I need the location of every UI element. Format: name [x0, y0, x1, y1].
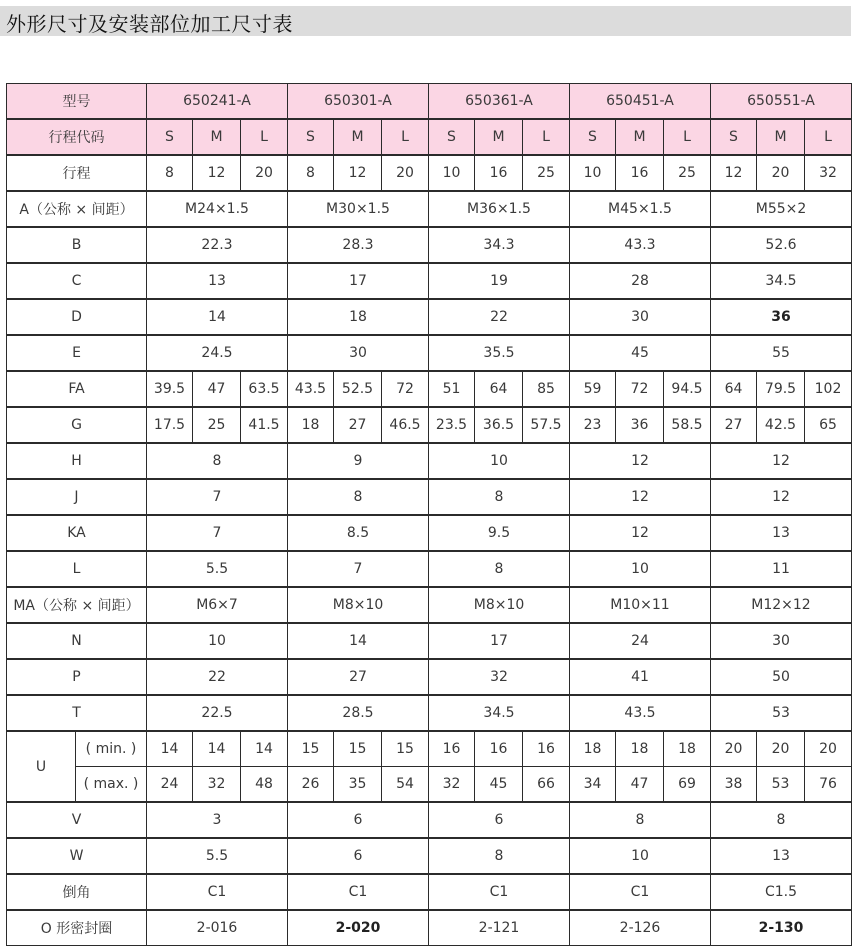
table-cell: 28 — [570, 263, 711, 299]
u-max-label: ( max. ) — [76, 767, 147, 803]
table-cell: 69 — [664, 767, 711, 803]
table-row — [7, 802, 852, 838]
model-header: 650301-A — [288, 84, 429, 120]
table-cell: 12 — [570, 443, 711, 479]
table-cell: M6×7 — [147, 587, 288, 623]
table-cell: 22 — [429, 299, 570, 335]
table-cell: 45 — [570, 335, 711, 371]
table-cell: 17 — [429, 623, 570, 659]
model-header: 650361-A — [429, 84, 570, 120]
table-cell: 16 — [475, 155, 523, 191]
table-cell: 16 — [429, 731, 475, 767]
table-cell: 47 — [193, 371, 241, 407]
table-cell: 2-126 — [570, 910, 711, 946]
table-cell: 10 — [429, 155, 475, 191]
table-cell: 51 — [429, 371, 475, 407]
table-cell: 20 — [382, 155, 429, 191]
table-cell: 14 — [147, 299, 288, 335]
table-cell: 32 — [429, 659, 570, 695]
table-cell: 34.5 — [429, 695, 570, 731]
stroke-code-cell: L — [241, 119, 288, 155]
stroke-code-row — [7, 119, 852, 155]
table-row — [7, 479, 852, 515]
table-cell: 17.5 — [147, 407, 193, 443]
table-cell: 12 — [193, 155, 241, 191]
table-cell: M55×2 — [711, 191, 852, 227]
stroke-code-cell: S — [570, 119, 616, 155]
table-cell: 24 — [147, 767, 193, 803]
table-cell: 16 — [523, 731, 570, 767]
table-cell: 25 — [193, 407, 241, 443]
row-label: J — [7, 479, 147, 515]
table-cell: 12 — [711, 479, 852, 515]
row-label: FA — [7, 371, 147, 407]
table-cell: 12 — [570, 479, 711, 515]
table-cell: 7 — [288, 551, 429, 587]
table-cell: 12 — [334, 155, 382, 191]
table-cell: 57.5 — [523, 407, 570, 443]
table-cell: 23 — [570, 407, 616, 443]
model-header: 650551-A — [711, 84, 852, 120]
table-row — [7, 623, 852, 659]
table-cell: 41 — [570, 659, 711, 695]
table-cell: 32 — [805, 155, 852, 191]
table-cell: 64 — [475, 371, 523, 407]
table-cell: 22 — [147, 659, 288, 695]
stroke-code-cell: S — [288, 119, 334, 155]
table-cell: 28.5 — [288, 695, 429, 731]
table-cell: 43.5 — [288, 371, 334, 407]
row-label: P — [7, 659, 147, 695]
table-row — [7, 838, 852, 874]
table-cell: 36.5 — [475, 407, 523, 443]
table-cell: 26 — [288, 767, 334, 803]
table-cell: 12 — [570, 515, 711, 551]
table-cell: 30 — [711, 623, 852, 659]
table-cell: 58.5 — [664, 407, 711, 443]
table-cell: 39.5 — [147, 371, 193, 407]
table-row — [7, 191, 852, 227]
table-row — [7, 874, 852, 910]
table-cell: 8 — [288, 155, 334, 191]
table-row — [7, 335, 852, 371]
table-cell: 18 — [570, 731, 616, 767]
table-cell: 14 — [193, 731, 241, 767]
table-cell: 8 — [429, 479, 570, 515]
table-cell: 32 — [193, 767, 241, 803]
row-label: N — [7, 623, 147, 659]
table-cell: 72 — [382, 371, 429, 407]
table-cell: 8 — [570, 802, 711, 838]
table-cell: 10 — [147, 623, 288, 659]
table-cell: 52.6 — [711, 227, 852, 263]
table-cell: 53 — [757, 767, 805, 803]
table-cell: 13 — [147, 263, 288, 299]
table-cell: 15 — [288, 731, 334, 767]
table-cell: 2-020 — [288, 910, 429, 946]
table-cell: 94.5 — [664, 371, 711, 407]
dimension-table — [6, 83, 852, 946]
row-label: V — [7, 802, 147, 838]
table-cell: 9.5 — [429, 515, 570, 551]
table-row — [7, 515, 852, 551]
table-cell: 35 — [334, 767, 382, 803]
row-label: C — [7, 263, 147, 299]
stroke-code-cell: M — [616, 119, 664, 155]
table-cell: 47 — [616, 767, 664, 803]
table-cell: 20 — [241, 155, 288, 191]
row-label: 行程 — [7, 155, 147, 191]
table-cell: M30×1.5 — [288, 191, 429, 227]
table-cell: 15 — [382, 731, 429, 767]
table-cell: 2-016 — [147, 910, 288, 946]
table-cell: 27 — [288, 659, 429, 695]
u-min-label: ( min. ) — [76, 731, 147, 767]
row-label: T — [7, 695, 147, 731]
table-cell: 14 — [241, 731, 288, 767]
stroke-code-cell: M — [334, 119, 382, 155]
row-label: G — [7, 407, 147, 443]
table-cell: 8 — [429, 838, 570, 874]
row-label: L — [7, 551, 147, 587]
table-cell: 24.5 — [147, 335, 288, 371]
row-label: 行程代码 — [7, 119, 147, 155]
stroke-row — [7, 155, 852, 191]
stroke-code-cell: L — [523, 119, 570, 155]
table-row — [7, 299, 852, 335]
stroke-code-cell: L — [382, 119, 429, 155]
model-header: 650451-A — [570, 84, 711, 120]
table-cell: 18 — [664, 731, 711, 767]
table-cell: 76 — [805, 767, 852, 803]
table-cell: 79.5 — [757, 371, 805, 407]
stroke-code-cell: S — [711, 119, 757, 155]
table-cell: 32 — [429, 767, 475, 803]
table-cell: 16 — [475, 731, 523, 767]
table-row — [7, 263, 852, 299]
table-cell: 8 — [711, 802, 852, 838]
table-cell: M36×1.5 — [429, 191, 570, 227]
row-label: 型号 — [7, 84, 147, 120]
table-cell: 5.5 — [147, 551, 288, 587]
table-cell: 59 — [570, 371, 616, 407]
model-header: 650241-A — [147, 84, 288, 120]
table-cell: 102 — [805, 371, 852, 407]
table-cell: 10 — [429, 443, 570, 479]
table-cell: C1 — [147, 874, 288, 910]
table-cell: 20 — [805, 731, 852, 767]
stroke-code-cell: M — [475, 119, 523, 155]
table-cell: 13 — [711, 515, 852, 551]
table-cell: M12×12 — [711, 587, 852, 623]
table-cell: 16 — [616, 155, 664, 191]
title-bar — [0, 6, 851, 36]
table-cell: 10 — [570, 155, 616, 191]
model-row — [7, 84, 852, 120]
table-cell: 55 — [711, 335, 852, 371]
table-cell: 54 — [382, 767, 429, 803]
row-label: H — [7, 443, 147, 479]
table-row — [7, 910, 852, 946]
row-label: 倒角 — [7, 874, 147, 910]
page-title: 外形尺寸及安装部位加工尺寸表 — [6, 12, 293, 36]
table-cell: 8.5 — [288, 515, 429, 551]
table-cell: 17 — [288, 263, 429, 299]
stroke-code-cell: L — [805, 119, 852, 155]
table-cell: 10 — [570, 551, 711, 587]
table-cell: M8×10 — [429, 587, 570, 623]
row-label: MA（公称 × 间距） — [7, 587, 147, 623]
u-max-row — [7, 767, 852, 803]
table-row — [7, 659, 852, 695]
stroke-code-cell: S — [147, 119, 193, 155]
table-cell: 3 — [147, 802, 288, 838]
stroke-code-cell: S — [429, 119, 475, 155]
table-cell: 28.3 — [288, 227, 429, 263]
table-cell: 20 — [757, 731, 805, 767]
table-row — [7, 407, 852, 443]
table-cell: 72 — [616, 371, 664, 407]
table-cell: 42.5 — [757, 407, 805, 443]
stroke-code-cell: M — [757, 119, 805, 155]
table-cell: 34.5 — [711, 263, 852, 299]
table-cell: 41.5 — [241, 407, 288, 443]
table-cell: 25 — [523, 155, 570, 191]
table-cell: 50 — [711, 659, 852, 695]
table-cell: 18 — [288, 299, 429, 335]
table-row — [7, 371, 852, 407]
table-cell: 43.5 — [570, 695, 711, 731]
table-cell: M8×10 — [288, 587, 429, 623]
table-cell: C1 — [570, 874, 711, 910]
table-cell: M24×1.5 — [147, 191, 288, 227]
table-cell: M45×1.5 — [570, 191, 711, 227]
table-cell: 13 — [711, 838, 852, 874]
table-cell: 7 — [147, 515, 288, 551]
table-row — [7, 695, 852, 731]
table-cell: 24 — [570, 623, 711, 659]
table-cell: 8 — [147, 443, 288, 479]
table-cell: 53 — [711, 695, 852, 731]
table-cell: 18 — [288, 407, 334, 443]
table-cell: 27 — [711, 407, 757, 443]
table-cell: 6 — [288, 802, 429, 838]
table-cell: 19 — [429, 263, 570, 299]
table-cell: 65 — [805, 407, 852, 443]
table-row — [7, 227, 852, 263]
table-cell: 10 — [570, 838, 711, 874]
row-label: D — [7, 299, 147, 335]
table-cell: 25 — [664, 155, 711, 191]
table-cell: 30 — [288, 335, 429, 371]
table-cell: 27 — [334, 407, 382, 443]
table-cell: 20 — [757, 155, 805, 191]
table-cell: 8 — [288, 479, 429, 515]
row-label: W — [7, 838, 147, 874]
stroke-code-cell: M — [193, 119, 241, 155]
table-cell: 36 — [711, 299, 852, 335]
table-cell: 43.3 — [570, 227, 711, 263]
table-cell: 22.3 — [147, 227, 288, 263]
table-cell: 11 — [711, 551, 852, 587]
table-cell: 45 — [475, 767, 523, 803]
table-cell: 48 — [241, 767, 288, 803]
table-cell: 38 — [711, 767, 757, 803]
table-cell: 15 — [334, 731, 382, 767]
row-label: U — [7, 731, 76, 802]
row-label: B — [7, 227, 147, 263]
table-cell: 2-130 — [711, 910, 852, 946]
table-cell: 30 — [570, 299, 711, 335]
table-cell: 8 — [147, 155, 193, 191]
table-cell: 36 — [616, 407, 664, 443]
table-cell: 22.5 — [147, 695, 288, 731]
table-row — [7, 551, 852, 587]
table-cell: 14 — [147, 731, 193, 767]
table-cell: 14 — [288, 623, 429, 659]
row-label: KA — [7, 515, 147, 551]
table-cell: 9 — [288, 443, 429, 479]
table-cell: M10×11 — [570, 587, 711, 623]
table-cell: 35.5 — [429, 335, 570, 371]
table-cell: 34 — [570, 767, 616, 803]
table-cell: 12 — [711, 155, 757, 191]
row-label: O 形密封圈 — [7, 910, 147, 946]
table-cell: 7 — [147, 479, 288, 515]
table-cell: 2-121 — [429, 910, 570, 946]
table-cell: 85 — [523, 371, 570, 407]
row-label: A（公称 × 间距） — [7, 191, 147, 227]
table-cell: 34.3 — [429, 227, 570, 263]
table-cell: 6 — [429, 802, 570, 838]
table-cell: 23.5 — [429, 407, 475, 443]
table-cell: 63.5 — [241, 371, 288, 407]
table-cell: 8 — [429, 551, 570, 587]
table-cell: 6 — [288, 838, 429, 874]
table-cell: 5.5 — [147, 838, 288, 874]
table-cell: C1 — [288, 874, 429, 910]
table-cell: 64 — [711, 371, 757, 407]
u-min-row — [7, 731, 852, 767]
table-row — [7, 443, 852, 479]
table-cell: 12 — [711, 443, 852, 479]
stroke-code-cell: L — [664, 119, 711, 155]
table-cell: 52.5 — [334, 371, 382, 407]
row-label: E — [7, 335, 147, 371]
table-cell: 46.5 — [382, 407, 429, 443]
table-cell: 20 — [711, 731, 757, 767]
table-row — [7, 587, 852, 623]
table-cell: 66 — [523, 767, 570, 803]
table-cell: 18 — [616, 731, 664, 767]
table-cell: C1 — [429, 874, 570, 910]
table-cell: C1.5 — [711, 874, 852, 910]
